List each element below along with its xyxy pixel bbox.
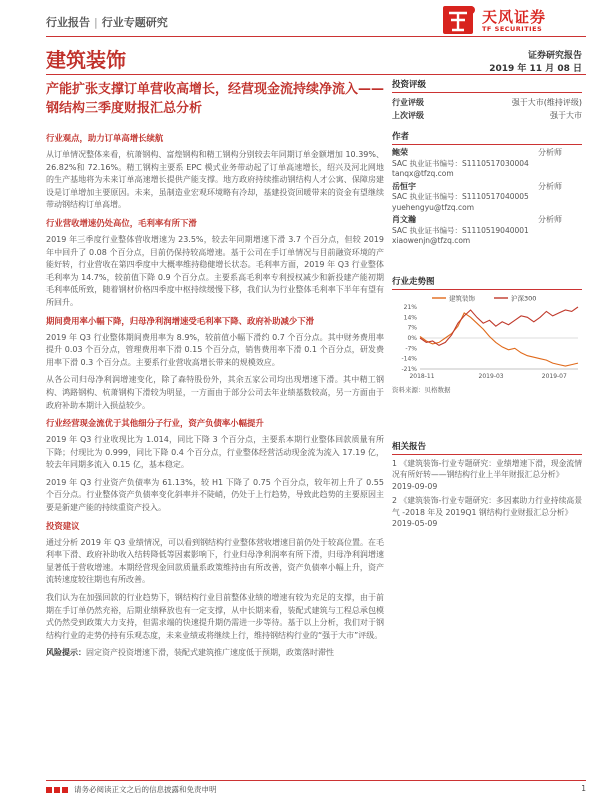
y-tick-label: 21% <box>403 303 417 311</box>
author-entry <box>392 182 582 214</box>
logo-en: TF SECURITIES <box>482 25 543 33</box>
author-sac: SAC 执业证书编号：S1110519040001 <box>392 225 529 235</box>
x-tick-label: 2019-07 <box>541 372 567 380</box>
report-type: 证券研究报告 <box>527 51 582 61</box>
related-report[interactable] <box>392 458 582 493</box>
paragraph: 2019 年三季度行业整体营收增速为 23.5%，较去年同期增速下滑 3.7 个百分点，但较 2019 年中回升了 0.08 个百分点，目前仍保持较高增速。基于公司在手订单情况与目前融资环境的产能好转，行业营收在第四季度中大概率维持稳健增长状态。毛利率方面，2019 年 Q3 行业整体毛利率为 14.7%，较前值下降 0.9 个百分点。主要系高毛利率专利授权减少和新投建产能初期毛利率低所致，随着钢材价格四季度中枢持续缓慢下移，我们认为行业整体毛利率下半年有望有所回升。 <box>46 234 384 307</box>
paragraph: 我们认为在加强回款的行业趋势下，钢结构行业目前整体业绩的增速有较为充足的支撑，由于前期在手订单仍然充裕，后期业绩释放也有一定支撑，从中长期来看，装配式建筑与工程总承包模式仍然受到政策大力支持，但需求端的快速提升期仍需进一步等待。基于以上分析，我们对于钢结构行业的走势仍持有乐观态度，未来业绩或将继续上行，维持钢结构行业的“强于大市”评级。 <box>46 593 384 640</box>
author-entry <box>392 148 582 180</box>
x-tick-label: 2019-03 <box>478 372 504 380</box>
related-report-date: 2019-09-09 <box>392 481 438 491</box>
report-title: 产能扩张支撑订单营收高增长，经营现金流持续净流入——钢结构三季度财报汇总分析 <box>46 82 385 116</box>
risk-paragraph <box>46 647 384 660</box>
tf-seal-icon <box>442 4 478 36</box>
category-label: 行业报告 <box>46 16 90 29</box>
paragraph: 通过分析 2019 年 Q3 业绩情况，可以看到钢结构行业整体营收增速目前仍处于较高位置。在毛利率下滑、政府补助收入结转降低等因素影响下，行业归母净利润率有所下滑，归母净利润增速显著低于营收增速。本期经营现金回款质量系政策维持由有所改善，资产负债率小幅上升，资产流转速度较往期也有所改善。 <box>46 537 384 585</box>
author-sac: SAC 执业证书编号：S1110517030004 <box>392 158 529 168</box>
section-heading: 投资建议 <box>46 520 80 531</box>
trend-heading: 行业走势图 <box>392 273 582 290</box>
disclaimer-icon <box>46 786 70 794</box>
risk-text: 固定资产投资增速下滑，装配式建筑推广速度低于预期，政策落时滞性 <box>86 648 334 658</box>
title-divider <box>46 74 586 75</box>
section-heading: 行业经营现金流优于其他细分子行业，资产负债率小幅提升 <box>46 418 264 429</box>
authors-heading: 作者 <box>392 128 582 145</box>
company-logo <box>442 2 562 40</box>
related-report-date: 2019-05-09 <box>392 519 438 528</box>
paragraph: 从各公司归母净利润增速变化，除了森特股份外，其余五家公司均出现增速下滑。其中精工钢构、鸿路钢构、杭萧钢构下滑较为明显，一方面由于部分公司去年业绩基数较高，另一方面由于政府补助本期计入损益较少。 <box>46 375 384 410</box>
x-tick-label: 2018-11 <box>409 372 435 380</box>
subcategory-label: 行业专题研究 <box>101 16 168 29</box>
section-heading: 期间费用率小幅下降，归母净利润增速受毛利率下降、政府补助减少下滑 <box>46 315 314 326</box>
y-tick-label: 7% <box>407 324 417 332</box>
risk-label: 风险提示： <box>46 648 86 658</box>
author-email[interactable]: yuehengyu@tfzq.com <box>392 202 475 212</box>
paragraph: 2019 年 Q3 行业收现比为 1.014，同比下降 3 个百分点，主要系本期行业整体回款质量有所下降；付现比为 0.999，同比下降 0.4 个百分点，行业整体经营活动现金流为流入 17.19 亿，较去年同期多流入 0.15 亿，基本稳定。 <box>46 435 384 470</box>
related-heading: 相关报告 <box>392 438 582 455</box>
author-email[interactable]: xiaowenjn@tfzq.com <box>392 236 471 245</box>
author-sac: SAC 执业证书编号：S1110517040005 <box>392 192 529 201</box>
y-tick-label: -21% <box>401 365 417 373</box>
section-heading: 行业营收增速仍处高位，毛利率有所下滑 <box>46 217 197 228</box>
rating-heading: 投资评级 <box>392 76 582 93</box>
author-name: 鲍荣 <box>392 148 408 157</box>
author-entry <box>392 215 582 247</box>
section-heading: 行业观点，助力订单高增长续航 <box>46 133 164 143</box>
trend-chart <box>392 293 582 383</box>
paragraph: 2019 年 Q3 行业整体期间费用率为 8.9%，较前值小幅下滑约 0.7 个百分点。其中财务费用率提升 0.03 个百分点，管理费用率下滑 0.15 个百分点，销售费用率下滑 0.1 个百分点，研发费用率下滑 0.3 个百分点。主要系行业营收高增长带来的规模效应。 <box>46 332 384 367</box>
author-name: 肖文瀚 <box>392 215 416 224</box>
series-line-construction <box>420 312 578 365</box>
industry-title: 建筑装饰 <box>46 48 126 72</box>
page-number: 1 <box>581 784 586 793</box>
author-email[interactable]: tanqx@tfzq.com <box>392 169 454 178</box>
related-report-title[interactable]: 1 《建筑装饰-行业专题研究：业绩增速下滑，现金流情况有所好转——钢结构行业上半年财报汇总分析》 <box>392 458 582 479</box>
footer-disclaimer <box>46 784 217 795</box>
trend-chart-svg <box>392 293 582 383</box>
footer-divider <box>46 780 586 781</box>
legend-label: 沪深300 <box>511 294 537 302</box>
author-role: 分析师 <box>538 148 562 157</box>
prev-rating-label: 上次评级 <box>392 111 424 120</box>
industry-rating-value: 强于大市(维持评级) <box>511 98 582 107</box>
author-role: 分析师 <box>538 215 562 224</box>
sidebar <box>392 76 582 533</box>
chart-source: 资料来源：贝格数据 <box>392 385 451 394</box>
footer-text: 请务必阅读正文之后的信息披露和免责申明 <box>74 785 217 794</box>
report-date: 2019 年 11 月 08 日 <box>489 64 582 74</box>
author-role: 分析师 <box>538 181 562 191</box>
y-tick-label: -7% <box>405 344 417 352</box>
header-divider <box>46 36 586 37</box>
industry-rating-row <box>392 96 582 109</box>
paragraph: 从订单情况整体来看，杭萧钢构、富煌钢构和精工钢构分别较去年同期订单金额增加 10.39%、26.82%和 72.16%。精工钢构主要系 EPC 模式业务带动起了订单高速增长，绍兴及河北网地的生产基地将为未来订单高速增长提供产能支撑。地方政府持续推动钢结构人才公寓、保障房建设是订单增加主要原因。未来，虽制造业宏观环境略有冷却，基建投资回暖带来的资金有望继续带动钢结构订单高增。 <box>46 150 384 210</box>
legend-label: 建筑装饰 <box>449 294 475 302</box>
report-category: 行业报告 | 行业专题研究 <box>46 16 168 29</box>
y-tick-label: 14% <box>403 313 417 321</box>
logo-cn: 天风证券 <box>482 8 547 26</box>
industry-rating-label: 行业评级 <box>392 98 424 107</box>
y-tick-label: 0% <box>407 334 417 342</box>
y-tick-label: -14% <box>401 355 417 363</box>
paragraph: 2019 年 Q3 行业资产负债率为 61.13%，较 H1 下降了 0.75 个百分点，较年初上升了 0.55 个百分点。行业整体资产负债率变化斜率并不陡峭，仍处于上行趋势，导致此趋势的主要原因主要是新建产能的持续重资产投入。 <box>46 477 384 513</box>
main-content <box>46 128 384 665</box>
prev-rating-row <box>392 109 582 122</box>
prev-rating-value: 强于大市 <box>550 111 582 120</box>
related-report-title[interactable]: 2 《建筑装饰-行业专题研究：多因素助力行业持续高景气 -2018 年及 2019Q1 钢结构行业财报汇总分析》 <box>392 496 582 517</box>
author-name: 岳恒宇 <box>392 181 416 191</box>
related-report[interactable] <box>392 495 582 530</box>
